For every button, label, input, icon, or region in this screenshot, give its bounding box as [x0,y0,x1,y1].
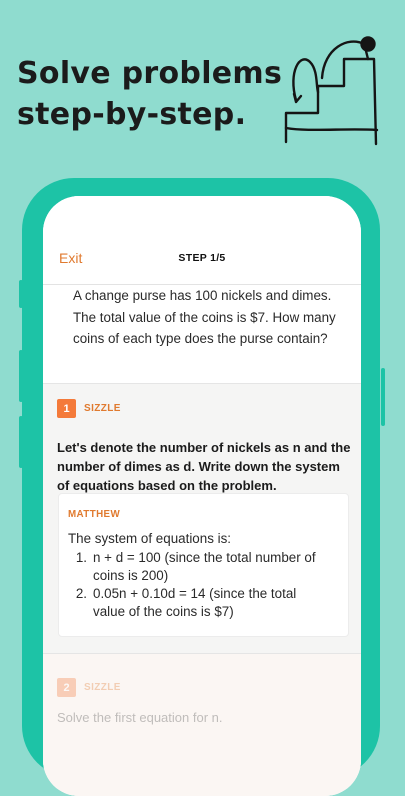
tutor-name: SIZZLE [84,682,121,693]
next-step-section [43,654,361,796]
answer-item-text: 0.05n + 0.10d = 14 (since the total value of the coins is $7) [93,586,297,619]
step-1-header [57,399,121,418]
tutor-name: SIZZLE [84,403,121,414]
headline-line-2: step-by-step. [17,97,247,132]
phone-screen [43,196,361,796]
next-step-instruction: Solve the first equation for n. [57,710,223,725]
app-bar [43,196,361,285]
step-number-badge: 2 [57,678,76,697]
headline-line-1: Solve problems [17,56,283,91]
headline [17,53,282,135]
student-name: MATTHEW [68,509,121,520]
step-2-header [57,678,121,697]
step-title: STEP 1/5 [178,252,226,264]
exit-button[interactable]: Exit [59,250,83,266]
step-instruction: Let's denote the number of nickels as n and the number of dimes as d. Write down the system of equations based on the problem. [57,440,351,493]
answer-intro: The system of equations is: [68,531,231,546]
phone-side-button [381,368,385,426]
problem-text: A change purse has 100 nickels and dimes. The total value of the coins is $7. How many coins of each type does the purse contain? [73,288,336,346]
answer-item-number: 1. [75,550,87,565]
answer-item-number: 2. [75,586,87,601]
step-number-badge: 1 [57,399,76,418]
stairs-doodle-icon [278,22,382,146]
answer-item-text: n + d = 100 (since the total number of coins is 200) [93,550,316,583]
